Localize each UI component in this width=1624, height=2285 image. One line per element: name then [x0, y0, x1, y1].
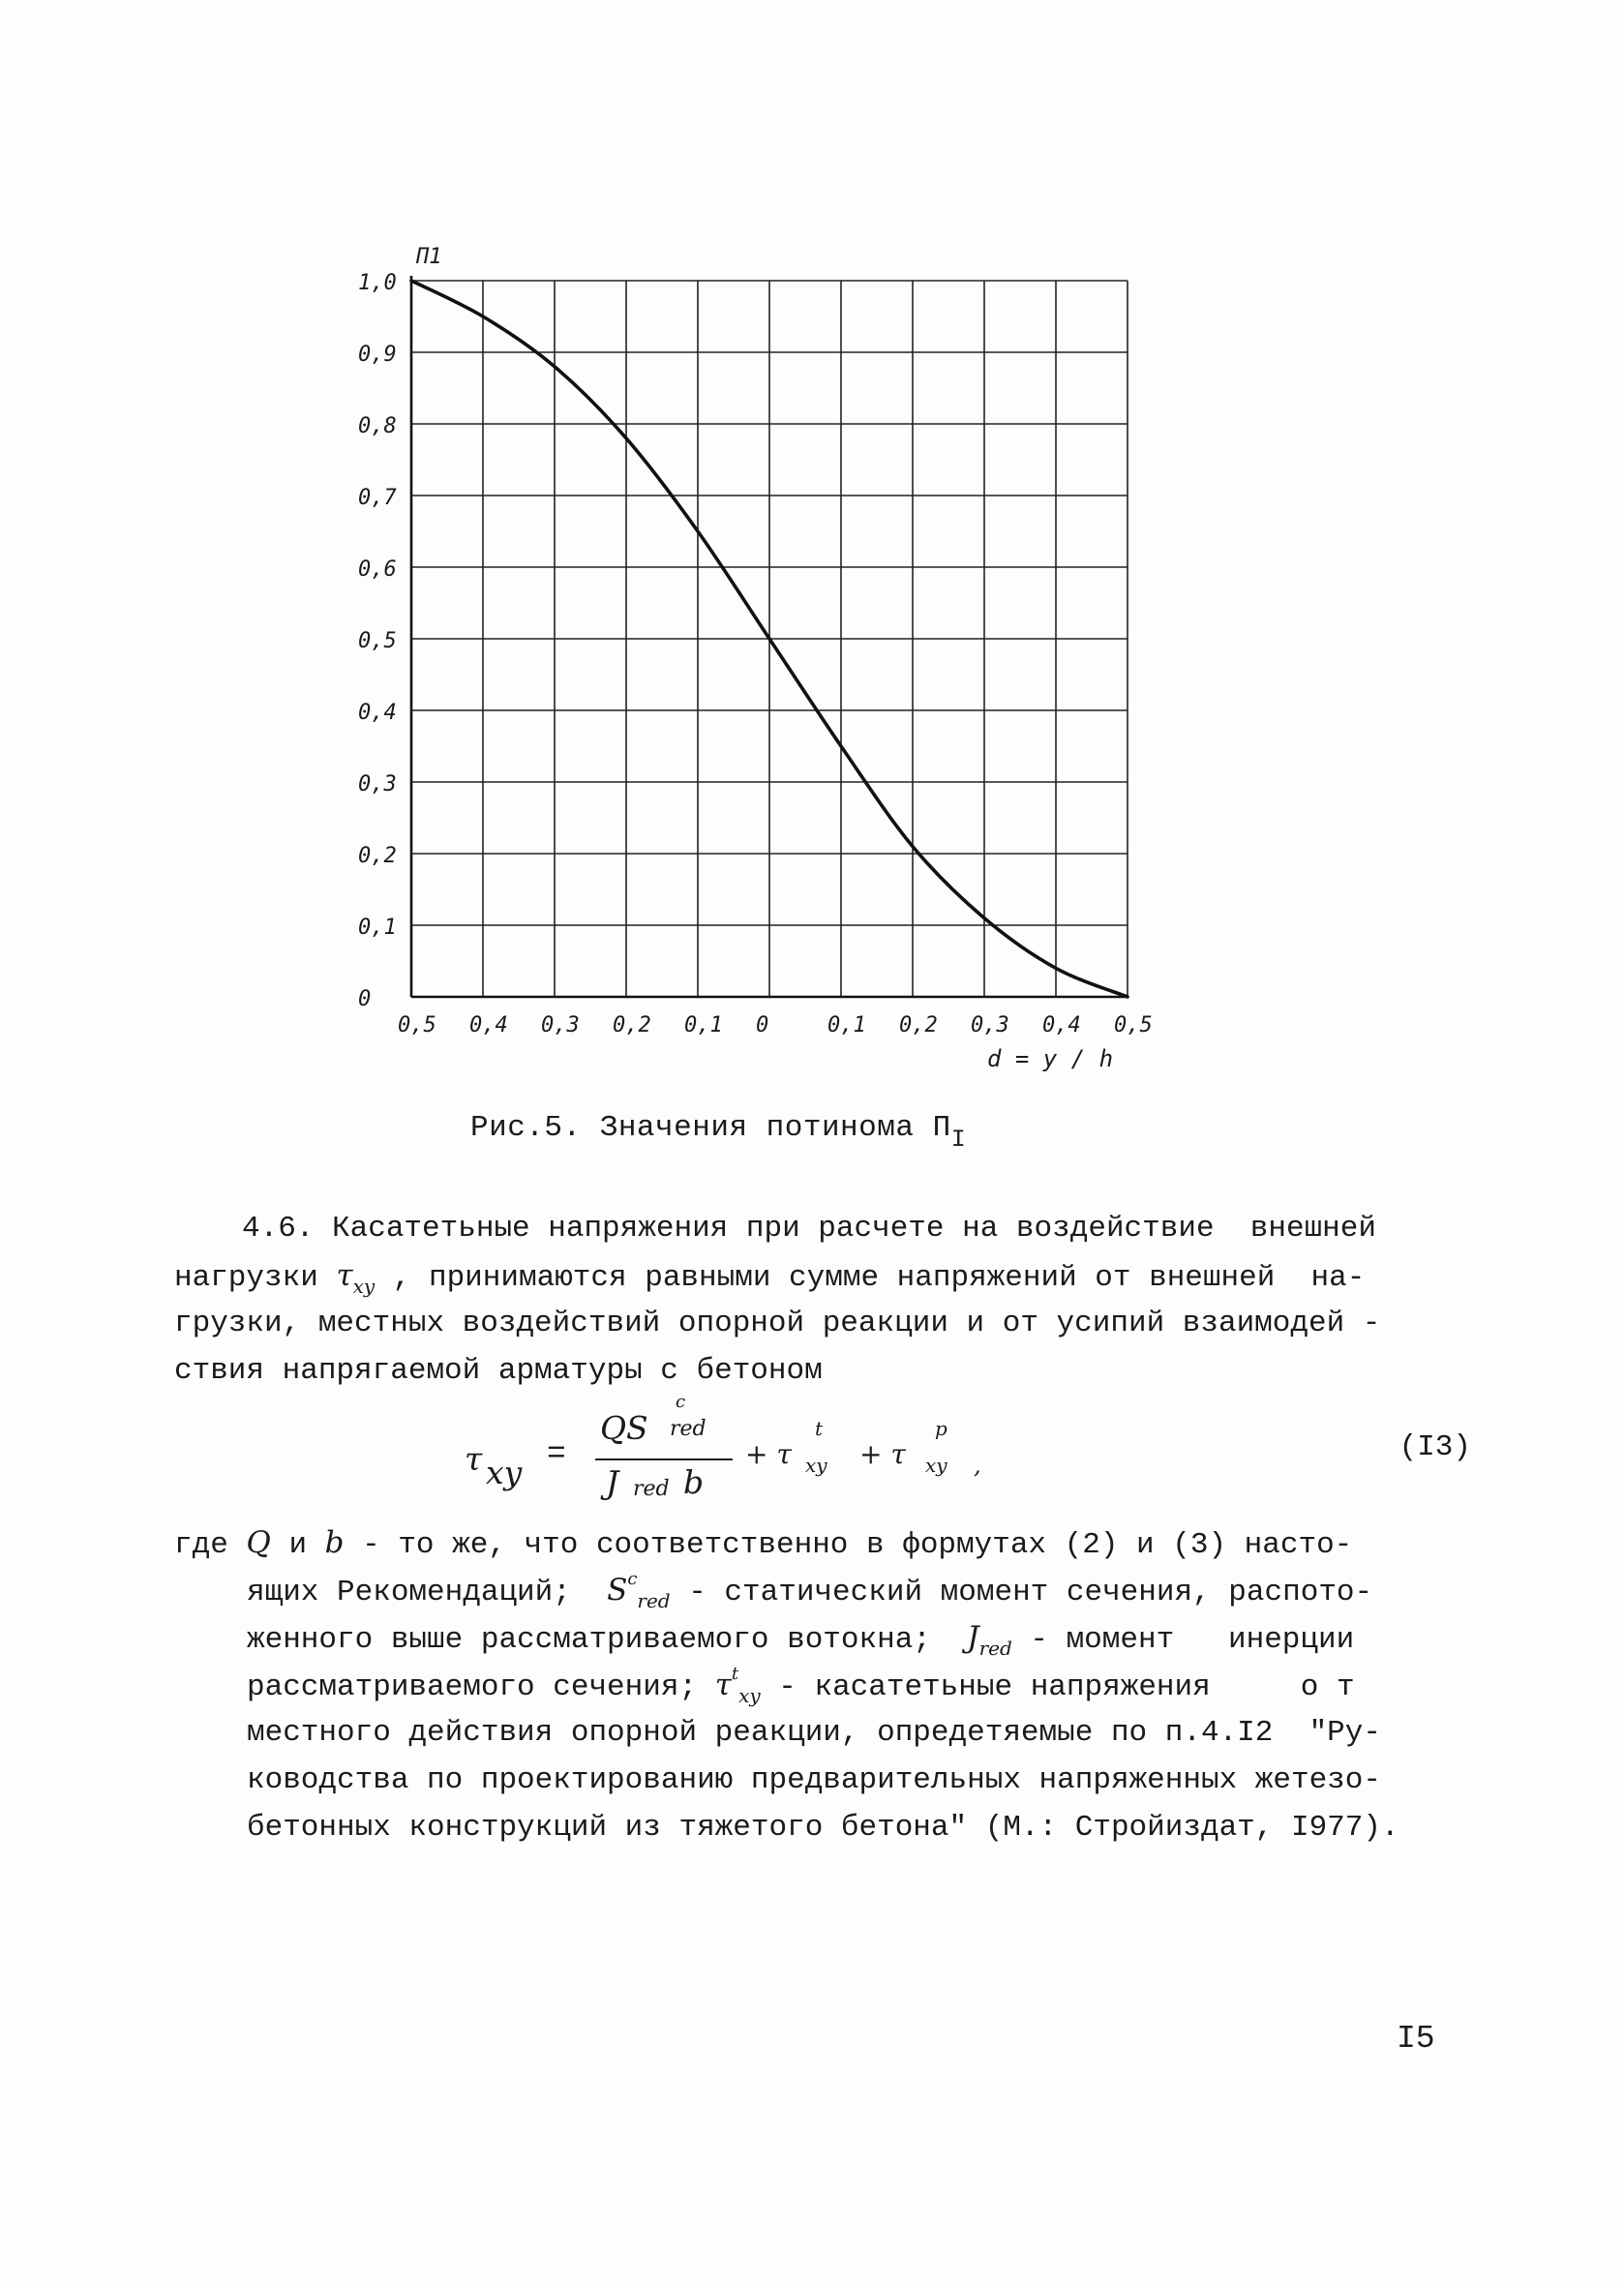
- page-number: I5: [1397, 2021, 1435, 2057]
- data-point: [625, 436, 628, 439]
- data-point: [983, 917, 986, 919]
- y-tick-label: 0: [358, 987, 372, 1011]
- figure-caption: [470, 1111, 967, 1154]
- data-point: [697, 530, 700, 533]
- where-line: бетонных конструкций из тяжетого бетона" (М.: Стройиздат, I977).: [247, 1811, 1399, 1845]
- data-point: [840, 745, 843, 748]
- J-subscript: red: [978, 1637, 1012, 1660]
- data-point: [482, 316, 485, 318]
- y-axis-label: П1: [416, 245, 442, 269]
- paragraph-line: грузки, местных воздействий опорной реакции и от усипий взаимодей -: [174, 1307, 1381, 1340]
- y-tick-label: 0,5: [358, 629, 397, 653]
- paragraph-4-6: [174, 1205, 1452, 1395]
- equation-number: (I3): [1398, 1430, 1471, 1464]
- y-tick-label: 0,4: [358, 701, 397, 725]
- formula-numerator: QS: [600, 1409, 648, 1447]
- x-tick-label: 0,3: [541, 1013, 580, 1037]
- formula-term-t: + τ: [745, 1438, 792, 1470]
- formula-term-p-sub: xy: [925, 1454, 947, 1477]
- data-point: [554, 365, 556, 368]
- formula-comma: ,: [974, 1452, 981, 1479]
- tau-superscript: t: [731, 1664, 739, 1684]
- formula-num-sup: c: [676, 1392, 686, 1412]
- x-tick-label: 0: [756, 1013, 769, 1037]
- S-subscript: red: [637, 1589, 671, 1612]
- x-tick-label: 0,2: [899, 1013, 938, 1037]
- where-line: [174, 1662, 1452, 1709]
- S-superscript: c: [627, 1569, 638, 1589]
- fraction-bar: [595, 1458, 733, 1460]
- formula-num-sub: red: [670, 1417, 707, 1441]
- paragraph-line: ствия напрягаемой арматуры с бетоном: [174, 1354, 823, 1388]
- b-symbol: b: [324, 1525, 345, 1560]
- text-fragment: - касатетьные напряжения о т: [760, 1670, 1355, 1704]
- y-tick-label: 0,7: [358, 486, 397, 510]
- tau-symbol: τ: [336, 1258, 353, 1293]
- text-fragment: нагрузки: [174, 1261, 337, 1295]
- x-axis-label: d = y / h: [987, 1045, 1114, 1072]
- tau-symbol: τ: [714, 1668, 732, 1702]
- text-fragment: - момент инерции: [1011, 1623, 1355, 1657]
- caption-subscript: I: [950, 1126, 967, 1154]
- formula-lhs: τ: [465, 1440, 483, 1478]
- where-line: ководства по проектированию предварительных напряженных жетезо-: [247, 1763, 1381, 1797]
- text-fragment: женного выше рассматриваемого вотокна;: [247, 1623, 968, 1657]
- formula-term-p: + τ: [859, 1438, 906, 1470]
- where-line: [174, 1614, 1452, 1662]
- x-tick-label: 0,1: [684, 1013, 723, 1037]
- Q-symbol: Q: [246, 1525, 271, 1560]
- text-fragment: рассматриваемого сечения;: [247, 1670, 715, 1704]
- x-tick-label: 0,4: [1042, 1013, 1081, 1037]
- x-tick-label: 0,5: [1114, 1013, 1153, 1037]
- y-tick-label: 0,9: [358, 343, 397, 367]
- text-fragment: где: [174, 1528, 247, 1562]
- formula-equals: =: [547, 1436, 566, 1472]
- x-tick-label: 0,5: [398, 1013, 436, 1037]
- J-symbol: J: [967, 1620, 979, 1655]
- formula-den-tail: b: [683, 1463, 705, 1501]
- formula-den-sub: red: [633, 1477, 670, 1501]
- data-point: [912, 845, 915, 848]
- data-point: [768, 638, 771, 641]
- text-fragment: ящих Рекомендаций;: [247, 1576, 608, 1609]
- y-tick-label: 0,2: [358, 844, 397, 868]
- tau-subscript: xy: [738, 1684, 761, 1707]
- y-tick-label: 1,0: [358, 271, 397, 295]
- data-point: [1055, 967, 1058, 970]
- S-symbol: S: [607, 1573, 628, 1608]
- caption-text: Рис.5. Значения потинома П: [470, 1111, 951, 1145]
- where-line: местного действия опорной реакции, опредетяемые по п.4.I2 "Ру-: [247, 1716, 1381, 1750]
- x-tick-label: 0,4: [469, 1013, 508, 1037]
- where-paragraph: [174, 1519, 1452, 1851]
- formula-denominator: J: [606, 1463, 619, 1501]
- text-fragment: , принимаются равными сумме напряжений от внешней на-: [375, 1261, 1366, 1295]
- tau-subscript: xy: [352, 1275, 376, 1298]
- equation-13: [455, 1392, 1471, 1510]
- text-fragment: - то же, что соответственно в формутах (2) и (3) насто-: [344, 1528, 1353, 1562]
- formula-term-p-sup: p: [935, 1417, 947, 1440]
- formula-term-t-sup: t: [815, 1417, 824, 1440]
- data-point: [1127, 996, 1129, 999]
- paragraph-line: [174, 1252, 1452, 1300]
- y-tick-label: 0,3: [358, 772, 397, 797]
- where-line: [174, 1519, 1452, 1567]
- y-tick-label: 0,1: [358, 916, 397, 940]
- x-tick-label: 0,3: [971, 1013, 1009, 1037]
- text-fragment: - статический момент сечения, распото-: [670, 1576, 1373, 1609]
- paragraph-line: 4.6. Касатетьные напряжения при расчете на воздействие внешней: [242, 1212, 1376, 1246]
- y-tick-label: 0,6: [358, 557, 397, 582]
- where-line: [174, 1567, 1452, 1614]
- x-tick-label: 0,2: [613, 1013, 651, 1037]
- text-fragment: и: [270, 1528, 325, 1562]
- x-tick-label: 0,1: [827, 1013, 866, 1037]
- y-tick-label: 0,8: [358, 414, 397, 438]
- formula-lhs-sub: xy: [486, 1454, 523, 1491]
- data-point: [410, 280, 413, 283]
- formula-term-t-sub: xy: [805, 1454, 827, 1477]
- polynomial-chart: [319, 232, 1171, 1084]
